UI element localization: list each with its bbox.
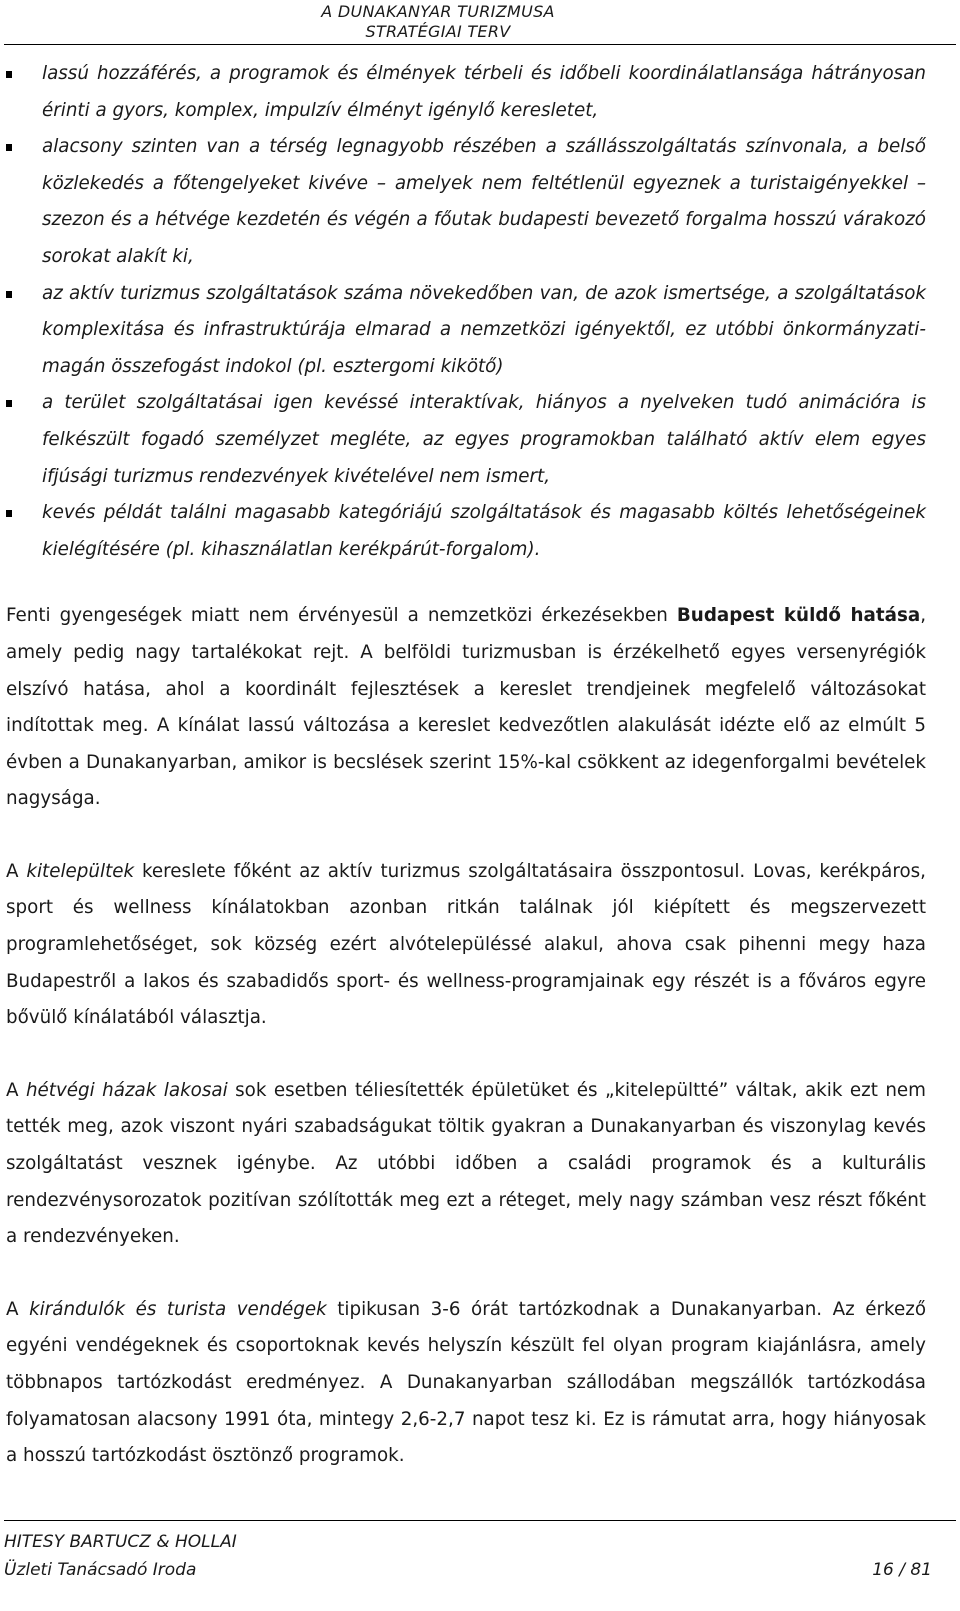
list-item-text: lassú hozzáférés, a programok és élmények térbeli és időbeli koordinálatlansága hátrányosan érinti a gyors, komplex, impulzív élményt igénylő keresletet,: [42, 63, 926, 121]
document-body: [6, 56, 926, 1475]
weakness-list: [6, 56, 926, 568]
footer-office: Üzleti Tanácsadó Iroda: [4, 1560, 197, 1580]
list-item: [6, 129, 926, 275]
emphasis-hetvegi-hazak: hétvégi házak lakosai: [25, 1079, 228, 1101]
page-footer: [0, 1516, 960, 1596]
header-subtitle: STRATÉGIAI TERV: [365, 22, 511, 41]
list-item-text: a terület szolgáltatásai igen kevéssé interaktívak, hiányos a nyelveken tudó animációra is felkészült fogadó személyzet megléte, az egyes programokban található aktív elem egyes ifjúsági turizmus rendezvények kivételével nem ismert,: [42, 392, 926, 487]
emphasis-kitelepultek: kitelepültek: [26, 860, 135, 882]
square-bullet-icon: [6, 400, 12, 407]
list-item: [6, 56, 926, 129]
paragraph-hetvegi-hazak: A hétvégi házak lakosai sok esetben téliesítették épületüket és „kitelepültté” váltak, akik ezt nem tették meg, azok viszont nyári szabadságukat töltik gyakran a Dunakanyarban és viszonylag kevés szolgáltatást vesznek igénybe. Az utóbbi időben a családi programok és a kulturális rendezvénysorozatok pozitívan szólították meg ezt a réteget, mely nagy számban vesz részt főként a rendezvényeken.: [6, 1079, 926, 1248]
list-item: [6, 276, 926, 386]
header-title: A DUNAKANYAR TURIZMUSA: [321, 2, 555, 21]
square-bullet-icon: [6, 291, 12, 298]
list-item-text: az aktív turizmus szolgáltatások száma növekedőben van, de azok ismertsége, a szolgáltatások komplexitása és infrastruktúrája elmarad a nemzetközi igényektől, ez utóbbi önkormányzati-magán összefogást indokol (pl. esztergomi kikötő): [42, 282, 926, 377]
emphasis-budapest: Budapest küldő hatása: [676, 605, 921, 627]
footer-rule: [4, 1520, 956, 1521]
list-item: [6, 385, 926, 495]
footer-company-block: [4, 1528, 237, 1584]
list-item: [6, 495, 926, 568]
paragraph-kirandulok: A kirándulók és turista vendégek tipikusan 3-6 órát tartózkodnak a Dunakanyarban. Az érkező egyéni vendégeknek és csoportoknak kevés helyszín készült fel olyan program kiajánlásra, amely többnapos tartózkodást eredményez. A Dunakanyarban szállodában megszállók tartózkodása folyamatosan alacsony 1991 óta, mintegy 2,6-2,7 napot tesz ki. Ez is rámutat arra, hogy hiányosak a hosszú tartózkodást ösztönző programok.: [6, 1298, 927, 1467]
paragraph-kitelepultek: A kitelepültek kereslete főként az aktív turizmus szolgáltatásaira összpontosul. Lovas, kerékpáros, sport és wellness kínálatokban azonban ritkán találnak jól kiépített és megszervezett programlehetőséget, sok község ezért alvótelepüléssé alakul, ahova csak pihenni megy haza Budapestről a lakos és szabadidős sport- és wellness-programjainak egy részét is a főváros egyre bővülő kínálatából választja.: [6, 860, 926, 1029]
footer-company: HITESY BARTUCZ & HOLLAI: [4, 1532, 237, 1552]
header-rule: [4, 44, 956, 45]
page-header: [0, 0, 960, 44]
square-bullet-icon: [6, 71, 12, 78]
square-bullet-icon: [6, 144, 12, 151]
page-number: 16 / 81: [872, 1560, 932, 1580]
list-item-text: alacsony szinten van a térség legnagyobb részében a szállásszolgáltatás színvonala, a belső közlekedés a főtengelyeket kivéve – amelyek nem feltétlenül egyeznek a turistaigényekkel – szezon és a hétvége kezdetén és végén a főutak budapesti bevezető forgalma hosszú várakozó sorokat alakít ki,: [42, 136, 926, 267]
paragraph-budapest: Fenti gyengeségek miatt nem érvényesül a nemzetközi érkezésekben Budapest küldő hatása, amely pedig nagy tartalékokat rejt. A belföldi turizmusban is érzékelhető egyes versenyrégiók elszívó hatása, ahol a koordinált fejlesztések a kereslet trendjeinek megfelelő változásokat indítottak meg. A kínálat lassú változása a kereslet kedvezőtlen alakulását idézte elő az elmúlt 5 évben a Dunakanyarban, amikor is becslések szerint 15%-kal csökkent az idegenforgalmi bevételek nagysága.: [6, 605, 926, 810]
emphasis-kirandulok: kirándulók és turista vendégek: [29, 1298, 327, 1320]
square-bullet-icon: [6, 510, 12, 517]
list-item-text: kevés példát találni magasabb kategóriájú szolgáltatások és magasabb költés lehetőségeinek kielégítésére (pl. kihasználatlan kerékpárút-forgalom).: [42, 502, 926, 560]
